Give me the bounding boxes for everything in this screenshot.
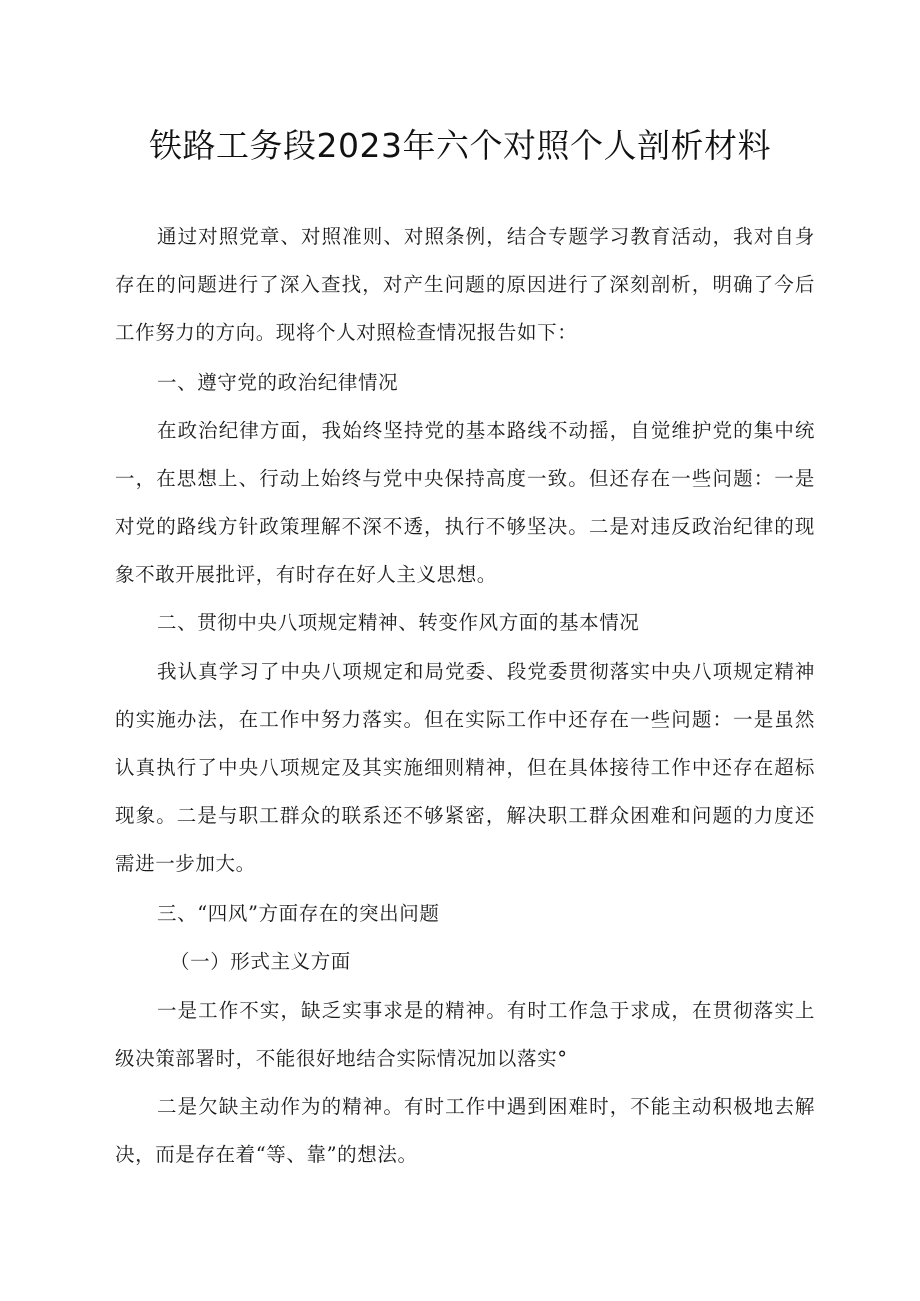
subsection-heading: （一）形式主义方面 [170,950,351,973]
paragraph-line: 级决策部署时，不能很好地结合实际情况加以落实° [115,1047,568,1070]
paragraph-line: 现象。二是与职工群众的联系还不够紧密，解决职工群众困难和问题的力度还 [115,804,815,827]
paragraph-line: 的实施办法，在工作中努力落实。但在实际工作中还存在一些问题：一是虽然 [115,708,815,731]
paragraph-line: 对党的路线方针政策理解不深不透，执行不够坚决。二是对违反政治纪律的现 [115,515,815,538]
paragraph-line: 认真执行了中央八项规定及其实施细则精神，但在具体接待工作中还存在超标 [115,756,815,779]
paragraph-line: 二是欠缺主动作为的精神。有时工作中遇到困难时，不能主动积极地去解 [157,1095,815,1118]
paragraph-line: 一是工作不实，缺乏实事求是的精神。有时工作急于求成，在贯彻落实上 [157,999,815,1022]
paragraph-line: 一，在思想上、行动上始终与党中央保持高度一致。但还存在一些问题：一是 [115,467,815,490]
paragraph-line: 我认真学习了中央八项规定和局党委、段党委贯彻落实中央八项规定精神 [157,660,815,683]
paragraph-line: 在政治纪律方面，我始终坚持党的基本路线不动摇，自觉维护党的集中统 [157,419,815,442]
section-heading: 二、贯彻中央八项规定精神、转变作风方面的基本情况 [157,611,640,634]
paragraph-line: 工作努力的方向。现将个人对照检查情况报告如下： [115,321,578,344]
paragraph-line: 象不敢开展批评，有时存在好人主义思想。 [115,563,497,586]
paragraph-line: 通过对照党章、对照准则、对照条例，结合专题学习教育活动，我对自身 [157,225,815,248]
section-heading: 三、“四风”方面存在的突出问题 [157,902,440,925]
document-title: 铁路工务段2023年六个对照个人剖析材料 [149,126,771,165]
paragraph-line: 存在的问题进行了深入查找，对产生问题的原因进行了深刻剖析，明确了今后 [115,273,815,296]
paragraph-line: 需进一步加大。 [115,852,256,875]
section-heading: 一、遵守党的政治纪律情况 [157,371,399,394]
paragraph-line: 决，而是存在着“等、靠”的想法。 [115,1143,418,1166]
